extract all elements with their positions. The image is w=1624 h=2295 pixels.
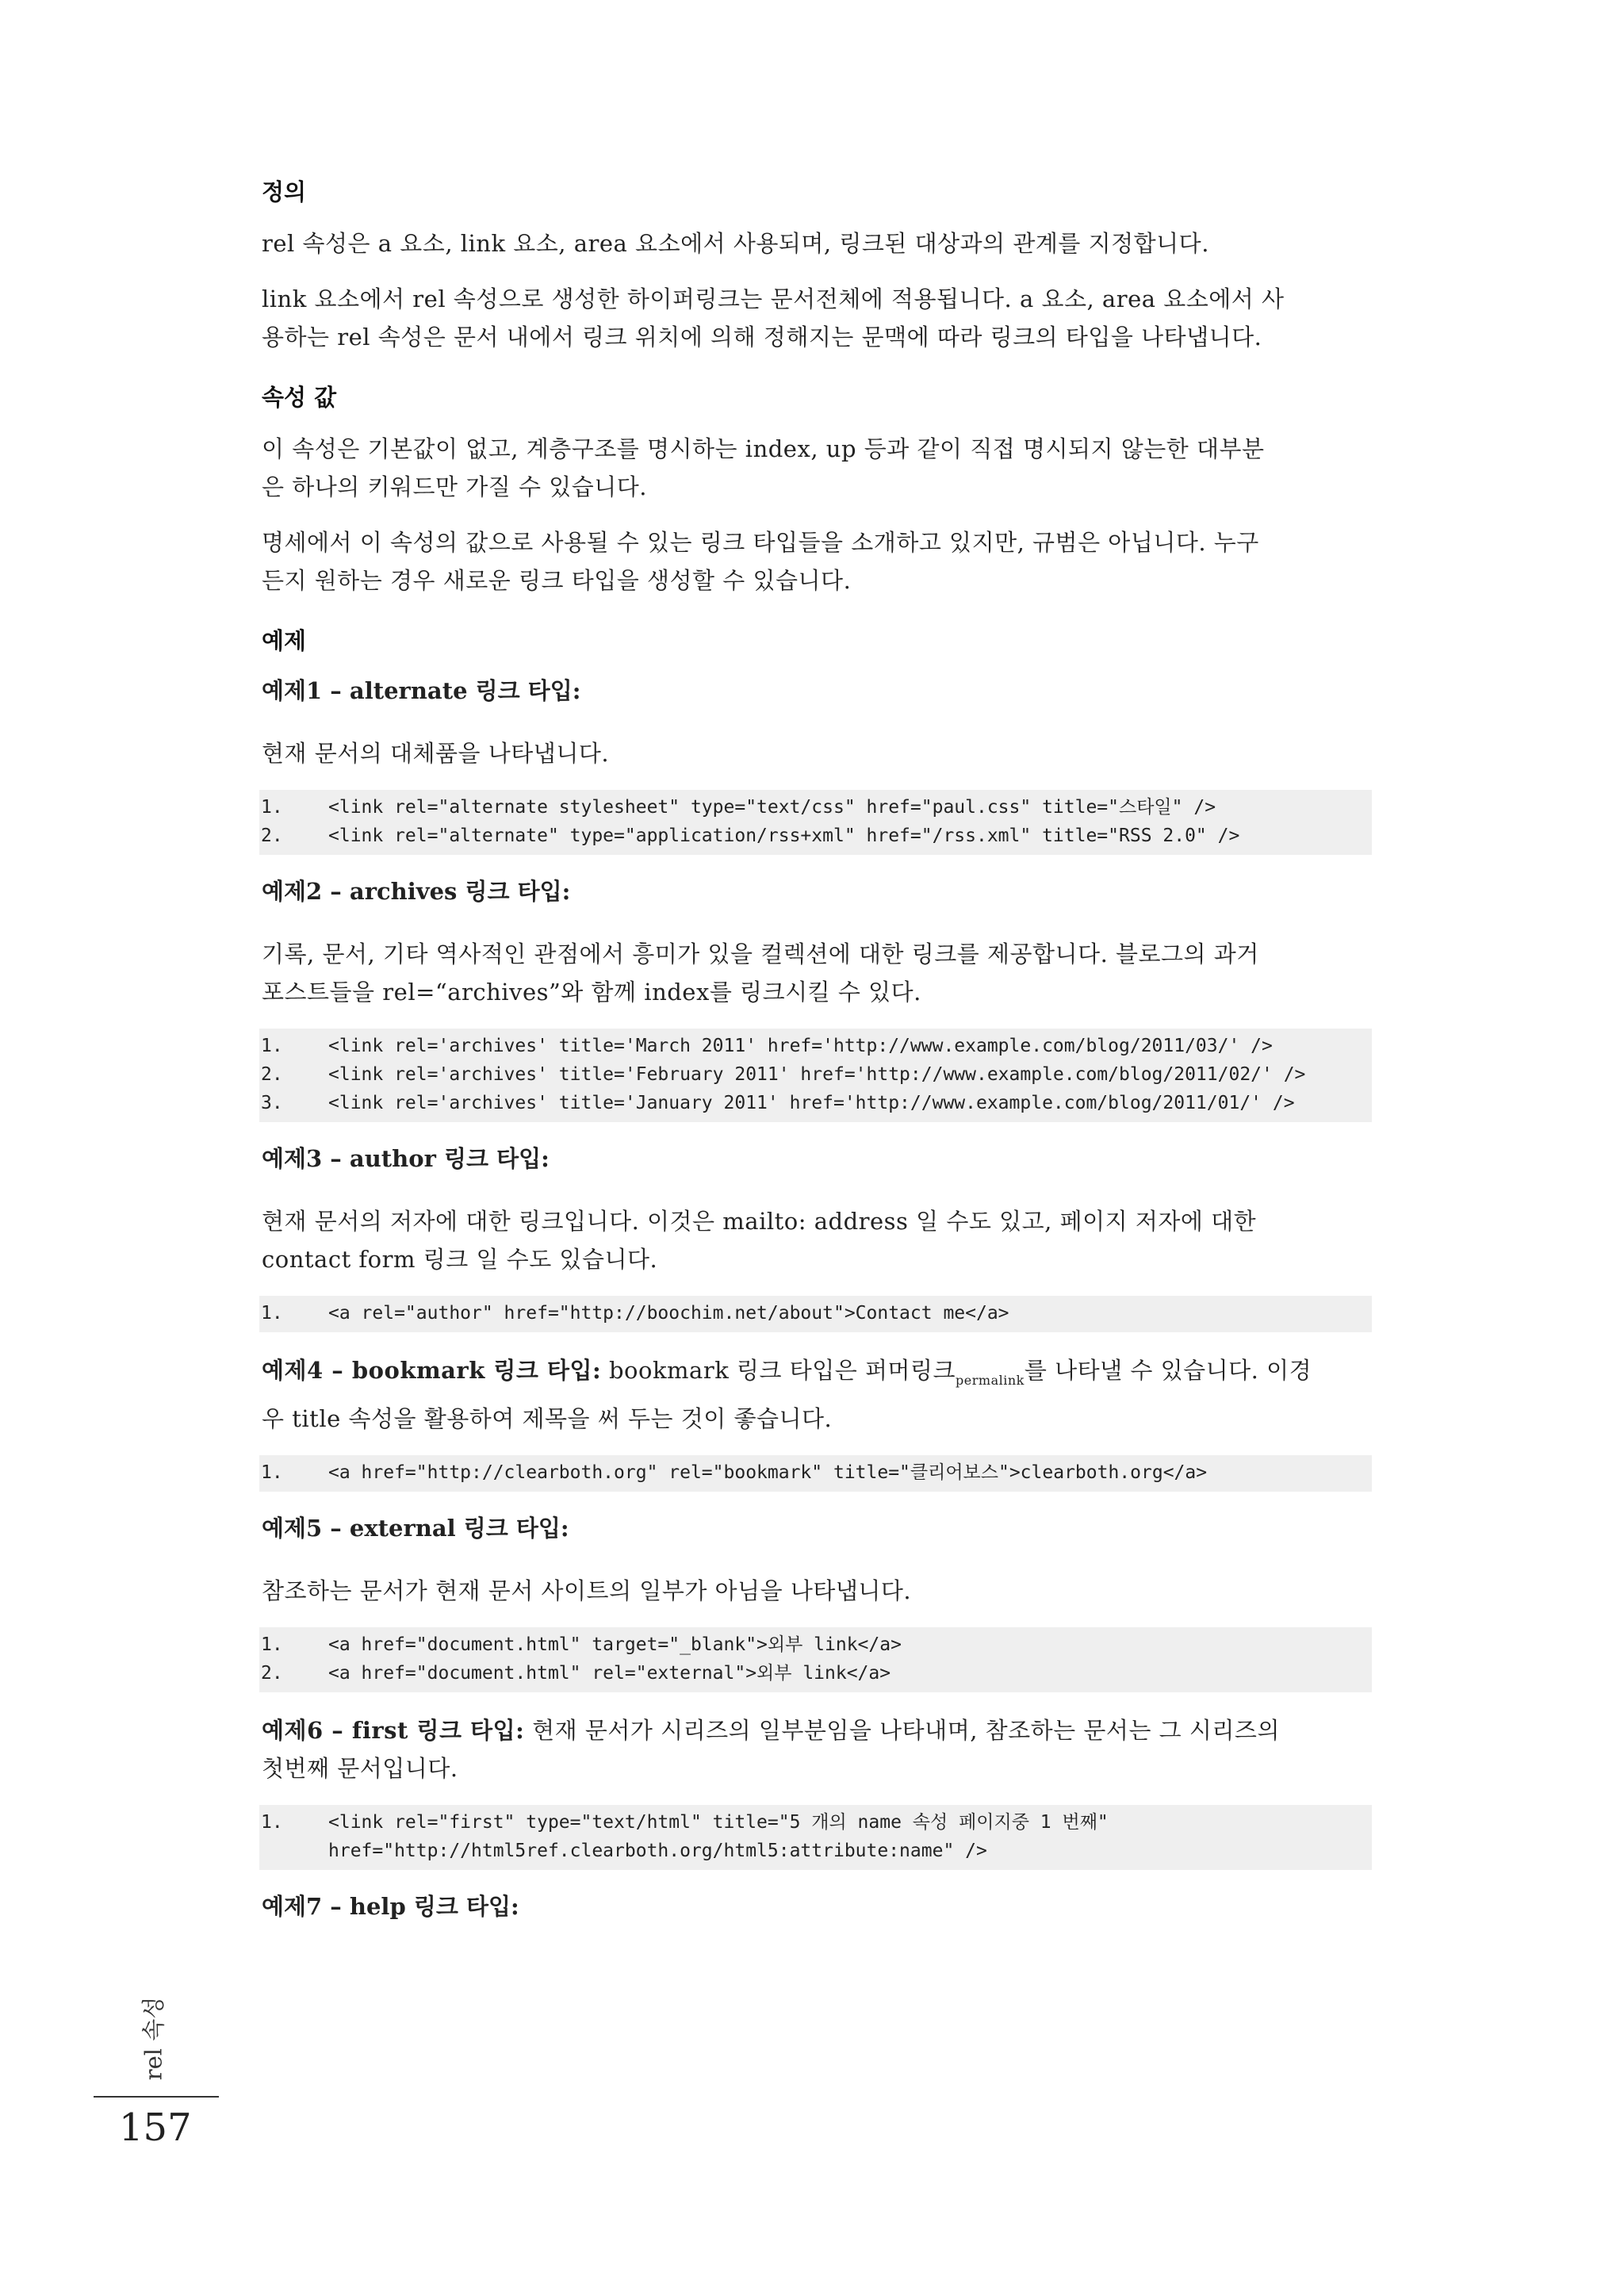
example-4-code-block	[259, 1455, 1372, 1492]
example-6-title: 예제6 – first 링크 타입:	[262, 1717, 525, 1744]
example-6-desc-part-a: 현재 문서가 시리즈의 일부분임을 나타내며, 참조하는 문서는 그 시리즈의	[524, 1717, 1280, 1744]
example-1-desc: 현재 문서의 대체품을 나타냅니다.	[262, 740, 610, 767]
definition-paragraph-2	[262, 280, 1372, 356]
margin-divider	[94, 2096, 219, 2098]
example-4-desc-part-b: 를 나타낼 수 있습니다. 이경	[1024, 1357, 1312, 1384]
example-7-title	[262, 1889, 1372, 1921]
code-line-number: 2.	[261, 826, 283, 846]
example-2-desc	[262, 935, 1372, 1011]
example-3-title	[262, 1141, 1372, 1174]
example-1-title-text: 예제1 – alternate 링크 타입:	[262, 677, 581, 704]
example-5-code-block	[259, 1627, 1372, 1692]
chapter-side-label	[136, 1990, 168, 2086]
definition-p1-text: rel 속성은 a 요소, link 요소, area 요소에서 사용되며, 링크된 대상과의 관계를 지정합니다.	[262, 230, 1209, 257]
code-line-text: <link rel="alternate" type="application/rss+xml" href="/rss.xml" title="RSS 2.0" />	[328, 826, 1240, 846]
values-p2-line1: 명세에서 이 속성의 값으로 사용될 수 있는 링크 타입들을 소개하고 있지만, 규범은 아닙니다. 누구	[262, 529, 1259, 556]
code-line-number: 1.	[261, 1812, 283, 1833]
heading-attribute-values: 속성 값	[262, 384, 337, 411]
code-line	[259, 1060, 1372, 1089]
example-5-title	[262, 1511, 1372, 1543]
example-4-desc	[262, 1351, 1372, 1438]
code-line-number: 1.	[261, 1462, 283, 1483]
chapter-side-label-text: rel 속성	[140, 1996, 167, 2080]
example-3-code-block	[259, 1296, 1372, 1332]
page-content	[262, 174, 1372, 1950]
values-paragraph-1	[262, 430, 1372, 506]
example-2-title	[262, 874, 1372, 906]
code-line-number: 1.	[261, 797, 283, 818]
code-line	[259, 1458, 1372, 1487]
code-line-number: 1.	[261, 1036, 283, 1056]
example-5-title-text: 예제5 – external 링크 타입:	[262, 1515, 569, 1542]
code-line	[259, 1299, 1372, 1328]
definition-p2-line1: link 요소에서 rel 속성으로 생성한 하이퍼링크는 문서전체에 적용됩니다. a 요소, area 요소에서 사	[262, 285, 1285, 312]
code-line	[259, 1808, 1372, 1837]
example-3-title-text: 예제3 – author 링크 타입:	[262, 1145, 550, 1172]
code-line	[259, 1630, 1372, 1659]
code-line-text: <link rel="first" type="text/html" title="5 개의 name 속성 페이지중 1 번째"	[328, 1812, 1109, 1833]
code-line-number: 1.	[261, 1303, 283, 1324]
example-2-desc-line1: 기록, 문서, 기타 역사적인 관점에서 흥미가 있을 컬렉션에 대한 링크를 제공합니다. 블로그의 과거	[262, 941, 1259, 967]
page-number: 157	[119, 2105, 192, 2150]
code-line-number: 3.	[261, 1093, 283, 1113]
example-3-desc	[262, 1202, 1372, 1278]
code-line-number	[259, 1837, 328, 1865]
example-4-desc-line2: 우 title 속성을 활용하여 제목을 써 두는 것이 좋습니다.	[262, 1405, 833, 1432]
example-2-desc-line2: 포스트들을 rel=“archives”와 함께 index를 링크시킬 수 있다.	[262, 979, 921, 1006]
definition-paragraph-1	[262, 224, 1372, 262]
code-line-text: <link rel="alternate stylesheet" type="text/css" href="paul.css" title="스타일" />	[328, 797, 1216, 818]
code-line-text: href="http://html5ref.clearboth.org/html5:attribute:name" />	[328, 1841, 987, 1861]
heading-examples: 예제	[262, 627, 307, 654]
code-line-number: 2.	[261, 1663, 283, 1684]
definition-p2-line2: 용하는 rel 속성은 문서 내에서 링크 위치에 의해 정해지는 문맥에 따라 링크의 타입을 나타냅니다.	[262, 324, 1262, 351]
code-line	[259, 1032, 1372, 1060]
values-p1-line2: 은 하나의 키워드만 가질 수 있습니다.	[262, 473, 648, 500]
example-4-desc-part-a: bookmark 링크 타입은 퍼머링크	[601, 1357, 956, 1384]
values-p2-line2: 든지 원하는 경우 새로운 링크 타입을 생성할 수 있습니다.	[262, 567, 852, 594]
code-line	[259, 822, 1372, 850]
code-line	[259, 1089, 1372, 1117]
example-5-desc: 참조하는 문서가 현재 문서 사이트의 일부가 아님을 나타냅니다.	[262, 1577, 912, 1604]
example-6-code-block	[259, 1805, 1372, 1870]
code-line-text: <a href="http://clearboth.org" rel="bookmark" title="클리어보스">clearboth.org</a>	[328, 1462, 1208, 1483]
example-2-code-block	[259, 1029, 1372, 1122]
example-1-code-block	[259, 790, 1372, 855]
example-2-title-text: 예제2 – archives 링크 타입:	[262, 878, 571, 905]
example-4-desc-line1	[262, 1351, 1372, 1400]
example-1-title	[262, 673, 1372, 706]
example-7-title-text: 예제7 – help 링크 타입:	[262, 1893, 519, 1920]
example-4-title: 예제4 – bookmark 링크 타입:	[262, 1357, 602, 1384]
example-4-permalink-subscript: permalink	[956, 1373, 1025, 1388]
code-line-text: <link rel='archives' title='March 2011' href='http://www.example.com/blog/2011/03/' />	[328, 1036, 1273, 1056]
values-paragraph-2	[262, 523, 1372, 600]
example-6-desc	[262, 1711, 1372, 1787]
example-6-desc-line1	[262, 1711, 1372, 1749]
example-6-desc-line2: 첫번째 문서입니다.	[262, 1755, 458, 1782]
code-line-text: <a rel="author" href="http://boochim.net/about">Contact me</a>	[328, 1303, 1009, 1324]
code-line-number: 1.	[261, 1634, 283, 1655]
example-3-desc-line2: contact form 링크 일 수도 있습니다.	[262, 1246, 658, 1273]
code-line-number: 2.	[261, 1064, 283, 1085]
code-line-text: <a href="document.html" target="_blank">외부 link</a>	[328, 1634, 902, 1655]
code-line	[259, 1659, 1372, 1688]
code-line-text: <link rel='archives' title='February 2011' href='http://www.example.com/blog/2011/02/' />	[328, 1064, 1306, 1085]
code-line	[259, 1837, 1372, 1865]
example-3-desc-line1: 현재 문서의 저자에 대한 링크입니다. 이것은 mailto: address 일 수도 있고, 페이지 저자에 대한	[262, 1208, 1257, 1235]
code-line	[259, 793, 1372, 822]
code-line-text: <a href="document.html" rel="external">외부 link</a>	[328, 1663, 891, 1684]
heading-definition: 정의	[262, 178, 307, 205]
values-p1-line1: 이 속성은 기본값이 없고, 계층구조를 명시하는 index, up 등과 같이 직접 명시되지 않는한 대부분	[262, 435, 1265, 462]
code-line-text: <link rel='archives' title='January 2011' href='http://www.example.com/blog/2011/01/' />	[328, 1093, 1295, 1113]
